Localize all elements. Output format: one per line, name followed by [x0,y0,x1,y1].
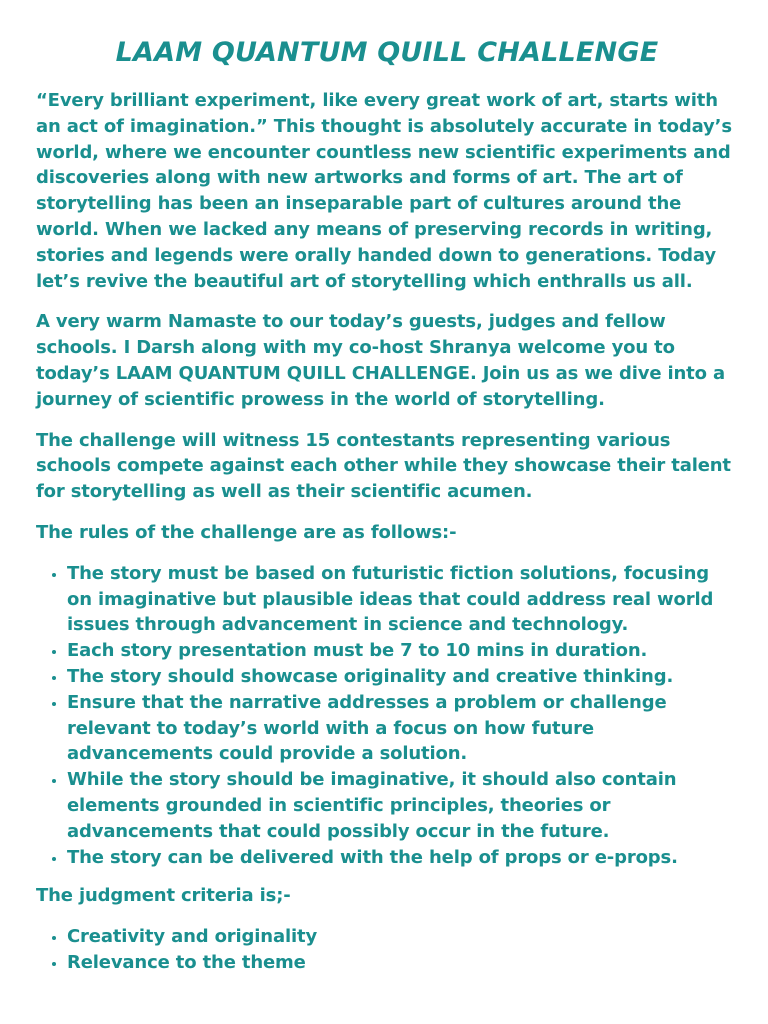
rule-item: • The story can be delivered with the help of props or e-props. [67,845,738,871]
rule-item: • Each story presentation must be 7 to 10 mins in duration. [67,638,738,664]
rules-heading: The rules of the challenge are as follows:- [36,521,457,543]
rule-item: • The story should showcase originality and creative thinking. [67,664,738,690]
rules-list [36,561,738,871]
contestants-paragraph: The challenge will witness 15 contestants representing various schools compete against each other while they showcase their talent for storytelling as well as their scientific acumen. [36,429,731,503]
criteria-item: • Creativity and originality [67,924,738,950]
criteria-heading: The judgment criteria is;- [36,885,291,907]
rule-item: • Ensure that the narrative addresses a problem or challenge relevant to today’s world with a focus on how future advancements could provide a solution. [67,690,738,767]
rule-item: • The story must be based on futuristic fiction solutions, focusing on imaginative but plausible ideas that could address real world issues through advancement in science and technology. [67,561,738,638]
criteria-list [36,924,738,976]
welcome-paragraph: A very warm Namaste to our today’s guests, judges and fellow schools. I Darsh along with my co-host Shranya welcome you to today’s LAAM QUANTUM QUILL CHALLENGE. Join us as we dive into a journey of scientific prowess in the world of storytelling. [36,311,725,410]
criteria-item: • Relevance to the theme [67,950,738,976]
intro-paragraph: “Every brilliant experiment, like every great work of art, starts with an act of imagination.” This thought is absolutely accurate in today’s world, where we encounter countless new scientific experiments and discoveries along with new artworks and forms of art. The art of storytelling has been an inseparable part of cultures around the world. When we lacked any means of preserving records in writing, stories and legends were orally handed down to generations. Today let’s revive the beautiful art of storytelling which enthralls us all. [36,90,732,292]
document-title: LAAM QUANTUM QUILL CHALLENGE [115,37,659,68]
rule-item: • While the story should be imaginative, it should also contain elements grounded in scientific principles, theories or advancements that could possibly occur in the future. [67,767,738,844]
